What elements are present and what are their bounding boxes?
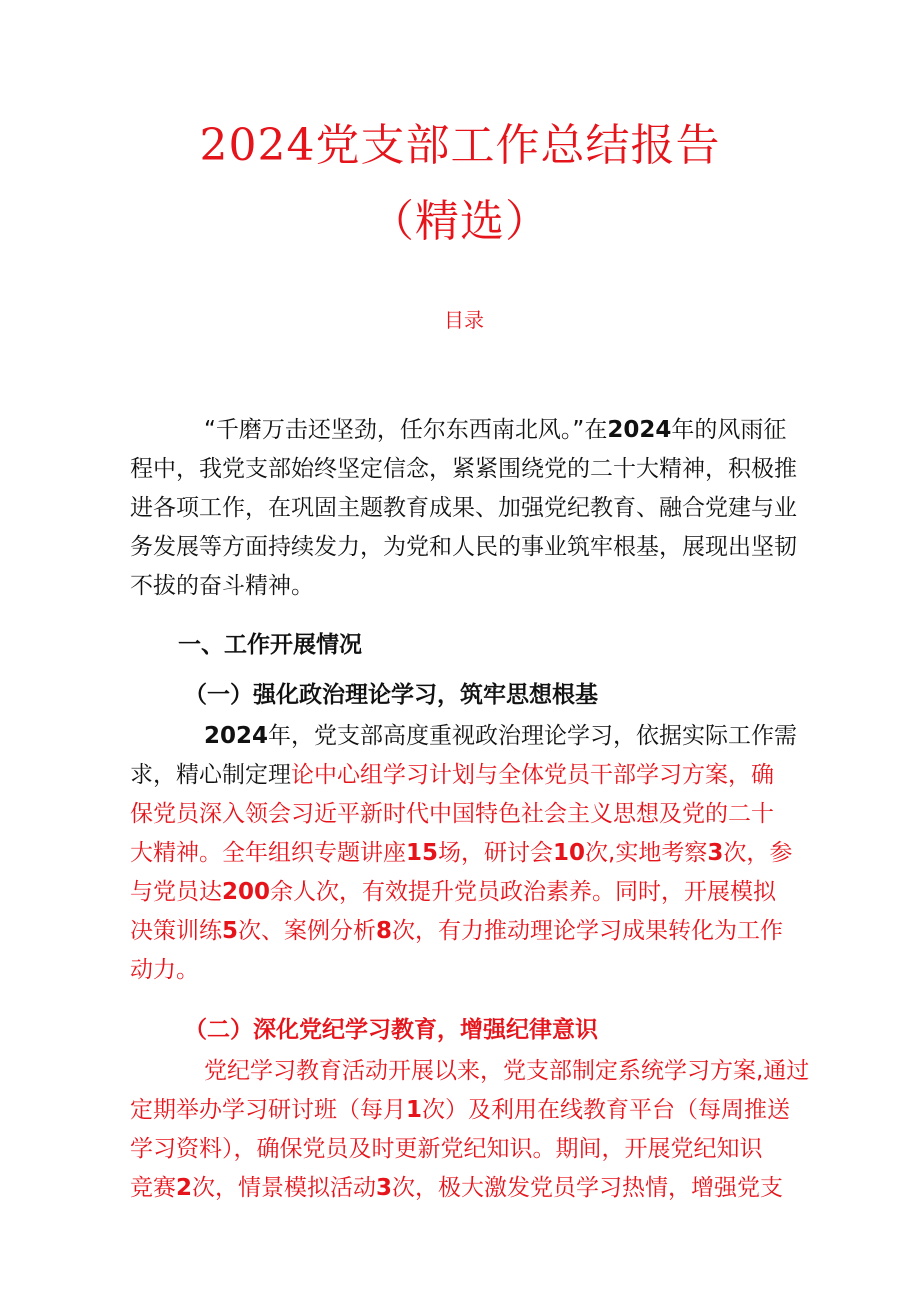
paragraph-line: 党纪学习教育活动开展以来，党支部制定系统学习方案,通过 xyxy=(204,1058,810,1084)
subsection-heading: （一）强化政治理论学习，筑牢思想根基 xyxy=(184,682,598,708)
paragraph-line: 决策训练5次、案例分析8次，有力推动理论学习成果转化为工作 xyxy=(130,918,784,944)
intro-line: 程中，我党支部始终坚定信念，紧紧围绕党的二十大精神，积极推 xyxy=(130,456,797,482)
intro-paragraph xyxy=(130,419,802,614)
paragraph-line: 竞赛2次，情景模拟活动3次，极大激发党员学习热情，增强党支 xyxy=(130,1175,784,1201)
section-heading: 一、工作开展情况 xyxy=(178,632,362,658)
paragraph-discipline-education xyxy=(130,1058,810,1216)
toc-label: 目录 xyxy=(444,308,484,332)
paragraph-line: 保党员深入领会习近平新时代中国特色社会主义思想及党的二十 xyxy=(130,801,774,827)
paragraph-line: 定期举办学习研讨班（每月1次）及利用在线教育平台（每周推送 xyxy=(130,1097,791,1123)
subsection-heading: （二）深化党纪学习教育，增强纪律意识 xyxy=(184,1017,598,1043)
paragraph-line: 2024年，党支部高度重视政治理论学习，依据实际工作需 xyxy=(204,723,798,749)
intro-line: “千磨万击还坚劲，任尔东西南北风。”在2024年的风雨征 xyxy=(204,417,787,443)
intro-line: 进各项工作，在巩固主题教育成果、加强党纪教育、融合党建与业 xyxy=(130,495,797,521)
document-subtitle: （精选） xyxy=(370,196,550,247)
paragraph-political-study xyxy=(130,725,802,998)
document-title: 2024党支部工作总结报告 xyxy=(199,120,721,171)
paragraph-line: 动力。 xyxy=(130,957,199,983)
intro-line: 不拔的奋斗精神。 xyxy=(130,573,314,599)
intro-line: 务发展等方面持续发力，为党和人民的事业筑牢根基，展现出坚韧 xyxy=(130,534,797,560)
paragraph-line: 与党员达200余人次，有效提升党员政治素养。同时，开展模拟 xyxy=(130,879,777,905)
paragraph-line: 求，精心制定理论中心组学习计划与全体党员干部学习方案，确 xyxy=(130,762,774,788)
paragraph-line: 大精神。全年组织专题讲座15场，研讨会10次,实地考察3次，参 xyxy=(130,840,793,866)
paragraph-line: 学习资料），确保党员及时更新党纪知识。期间，开展党纪知识 xyxy=(130,1136,763,1162)
